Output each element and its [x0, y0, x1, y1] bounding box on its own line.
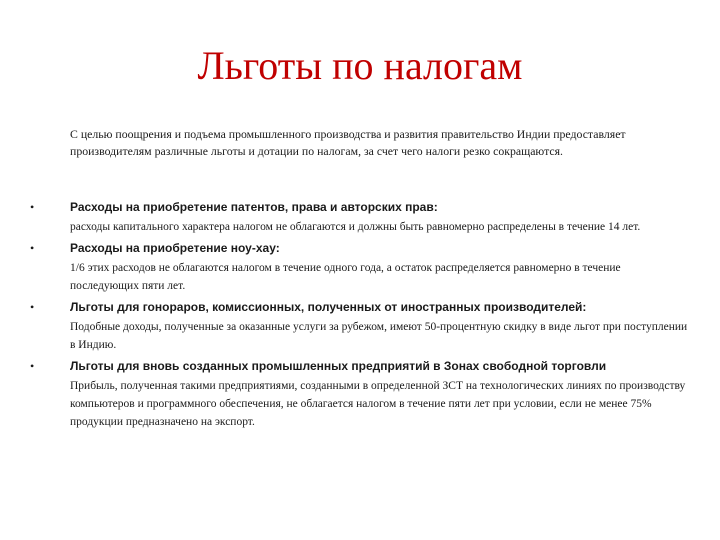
item-heading: Льготы для вновь созданных промышленных предприятий в Зонах свободной торговли: [70, 359, 607, 373]
list-item-patents: [30, 199, 690, 236]
slide-title: Льготы по налогам: [197, 43, 523, 88]
item-heading: Расходы на приобретение ноу-хау:: [70, 241, 280, 255]
item-text: Подобные доходы, полученные за оказанные услуги за рубежом, имеют 50-процентную скидку в виде льгот при поступлении в Индию.: [70, 321, 688, 351]
list-item-know-how: [30, 240, 690, 295]
item-text: Прибыль, полученная такими предприятиями, созданными в определенной ЗСТ на технологических линиях по производству компьютеров и программного обеспечения, не облагается налогом в течение пяти лет при условии, если не менее 75% продукции предназначено на экспорт.: [70, 380, 686, 428]
bullet-list: [30, 199, 690, 431]
bullet-icon: •: [30, 200, 35, 214]
bullet-icon: •: [30, 241, 35, 255]
bullet-icon: •: [30, 359, 35, 373]
item-text: расходы капитального характера налогом не облагаются и должны быть равномерно распределены в течение 14 лет.: [70, 221, 641, 233]
intro-paragraph: С целью поощрения и подъема промышленного производства и развития правительство Индии предоставляет производителям различные льготы и дотации по налогам, за счет чего налоги резко сокращаются.: [70, 127, 626, 158]
list-item-free-trade-zones: [30, 358, 690, 431]
bullet-icon: •: [30, 300, 35, 314]
list-item-royalties: [30, 299, 690, 354]
item-heading: Льготы для гонораров, комиссионных, полученных от иностранных производителей:: [70, 300, 587, 314]
item-heading: Расходы на приобретение патентов, права и авторских прав:: [70, 200, 438, 214]
item-text: 1/6 этих расходов не облагаются налогом в течение одного года, а остаток распределяется равномерно в течение последующих пяти лет.: [70, 262, 621, 292]
